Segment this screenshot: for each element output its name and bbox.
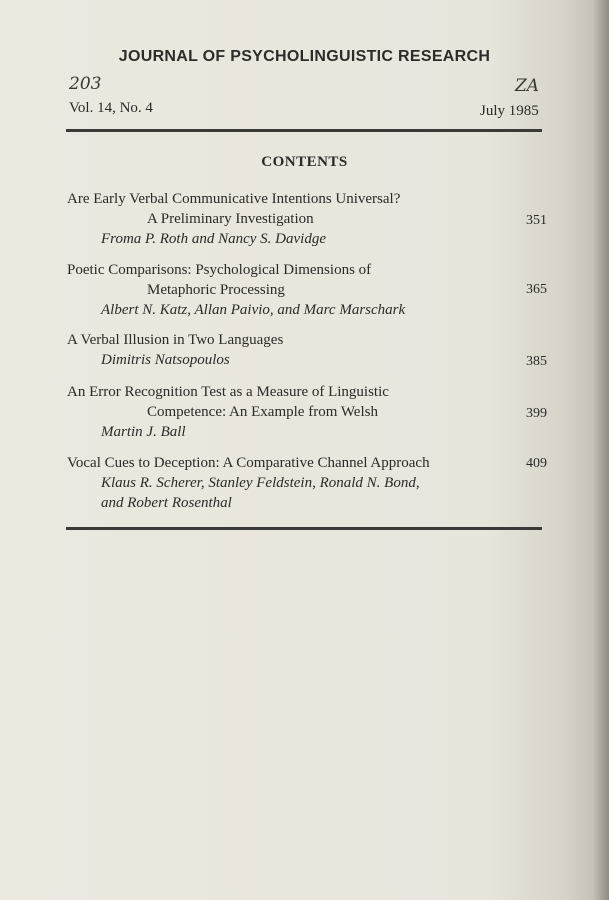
page-edge-shadow	[593, 0, 609, 900]
issue-date: July 1985	[480, 103, 539, 119]
article-authors: Klaus R. Scherer, Stanley Feldstein, Ronald N. Bond,	[101, 475, 420, 491]
page-number: 351	[526, 213, 547, 228]
article-title-line: Metaphoric Processing	[147, 282, 285, 298]
article-title-line: Are Early Verbal Communicative Intentions Universal?	[67, 191, 401, 207]
article-title-line: A Preliminary Investigation	[147, 211, 314, 227]
article-authors: Martin J. Ball	[101, 424, 186, 440]
article-title-line: Poetic Comparisons: Psychological Dimensions of	[67, 262, 372, 278]
bottom-divider	[66, 527, 542, 530]
page-number: 385	[526, 354, 547, 369]
top-divider	[66, 129, 542, 132]
journal-title: JOURNAL OF PSYCHOLINGUISTIC RESEARCH	[118, 48, 491, 65]
article-authors: Froma P. Roth and Nancy S. Davidge	[101, 231, 326, 247]
page-number: 365	[526, 282, 547, 297]
handwritten-note-left: 203	[69, 74, 102, 94]
page-number: 399	[526, 406, 547, 421]
toc-entry[interactable]	[67, 189, 547, 249]
article-authors: Albert N. Katz, Allan Paivio, and Marc Marschark	[101, 302, 406, 318]
article-authors: and Robert Rosenthal	[101, 495, 232, 511]
toc-entry[interactable]	[67, 453, 547, 513]
article-title-line: A Verbal Illusion in Two Languages	[67, 332, 284, 348]
article-authors: Dimitris Natsopoulos	[101, 352, 230, 368]
article-title-line: An Error Recognition Test as a Measure of Linguistic	[67, 384, 389, 400]
article-title-line: Competence: An Example from Welsh	[147, 404, 378, 420]
contents-heading: CONTENTS	[261, 154, 348, 170]
toc-entry[interactable]	[67, 260, 547, 320]
article-title-line: Vocal Cues to Deception: A Comparative Channel Approach	[67, 455, 430, 471]
page-number: 409	[526, 456, 547, 471]
volume-issue: Vol. 14, No. 4	[69, 100, 153, 116]
toc-entry[interactable]	[67, 382, 547, 442]
toc-entry[interactable]	[67, 330, 547, 370]
handwritten-note-right: ZA	[515, 76, 540, 96]
